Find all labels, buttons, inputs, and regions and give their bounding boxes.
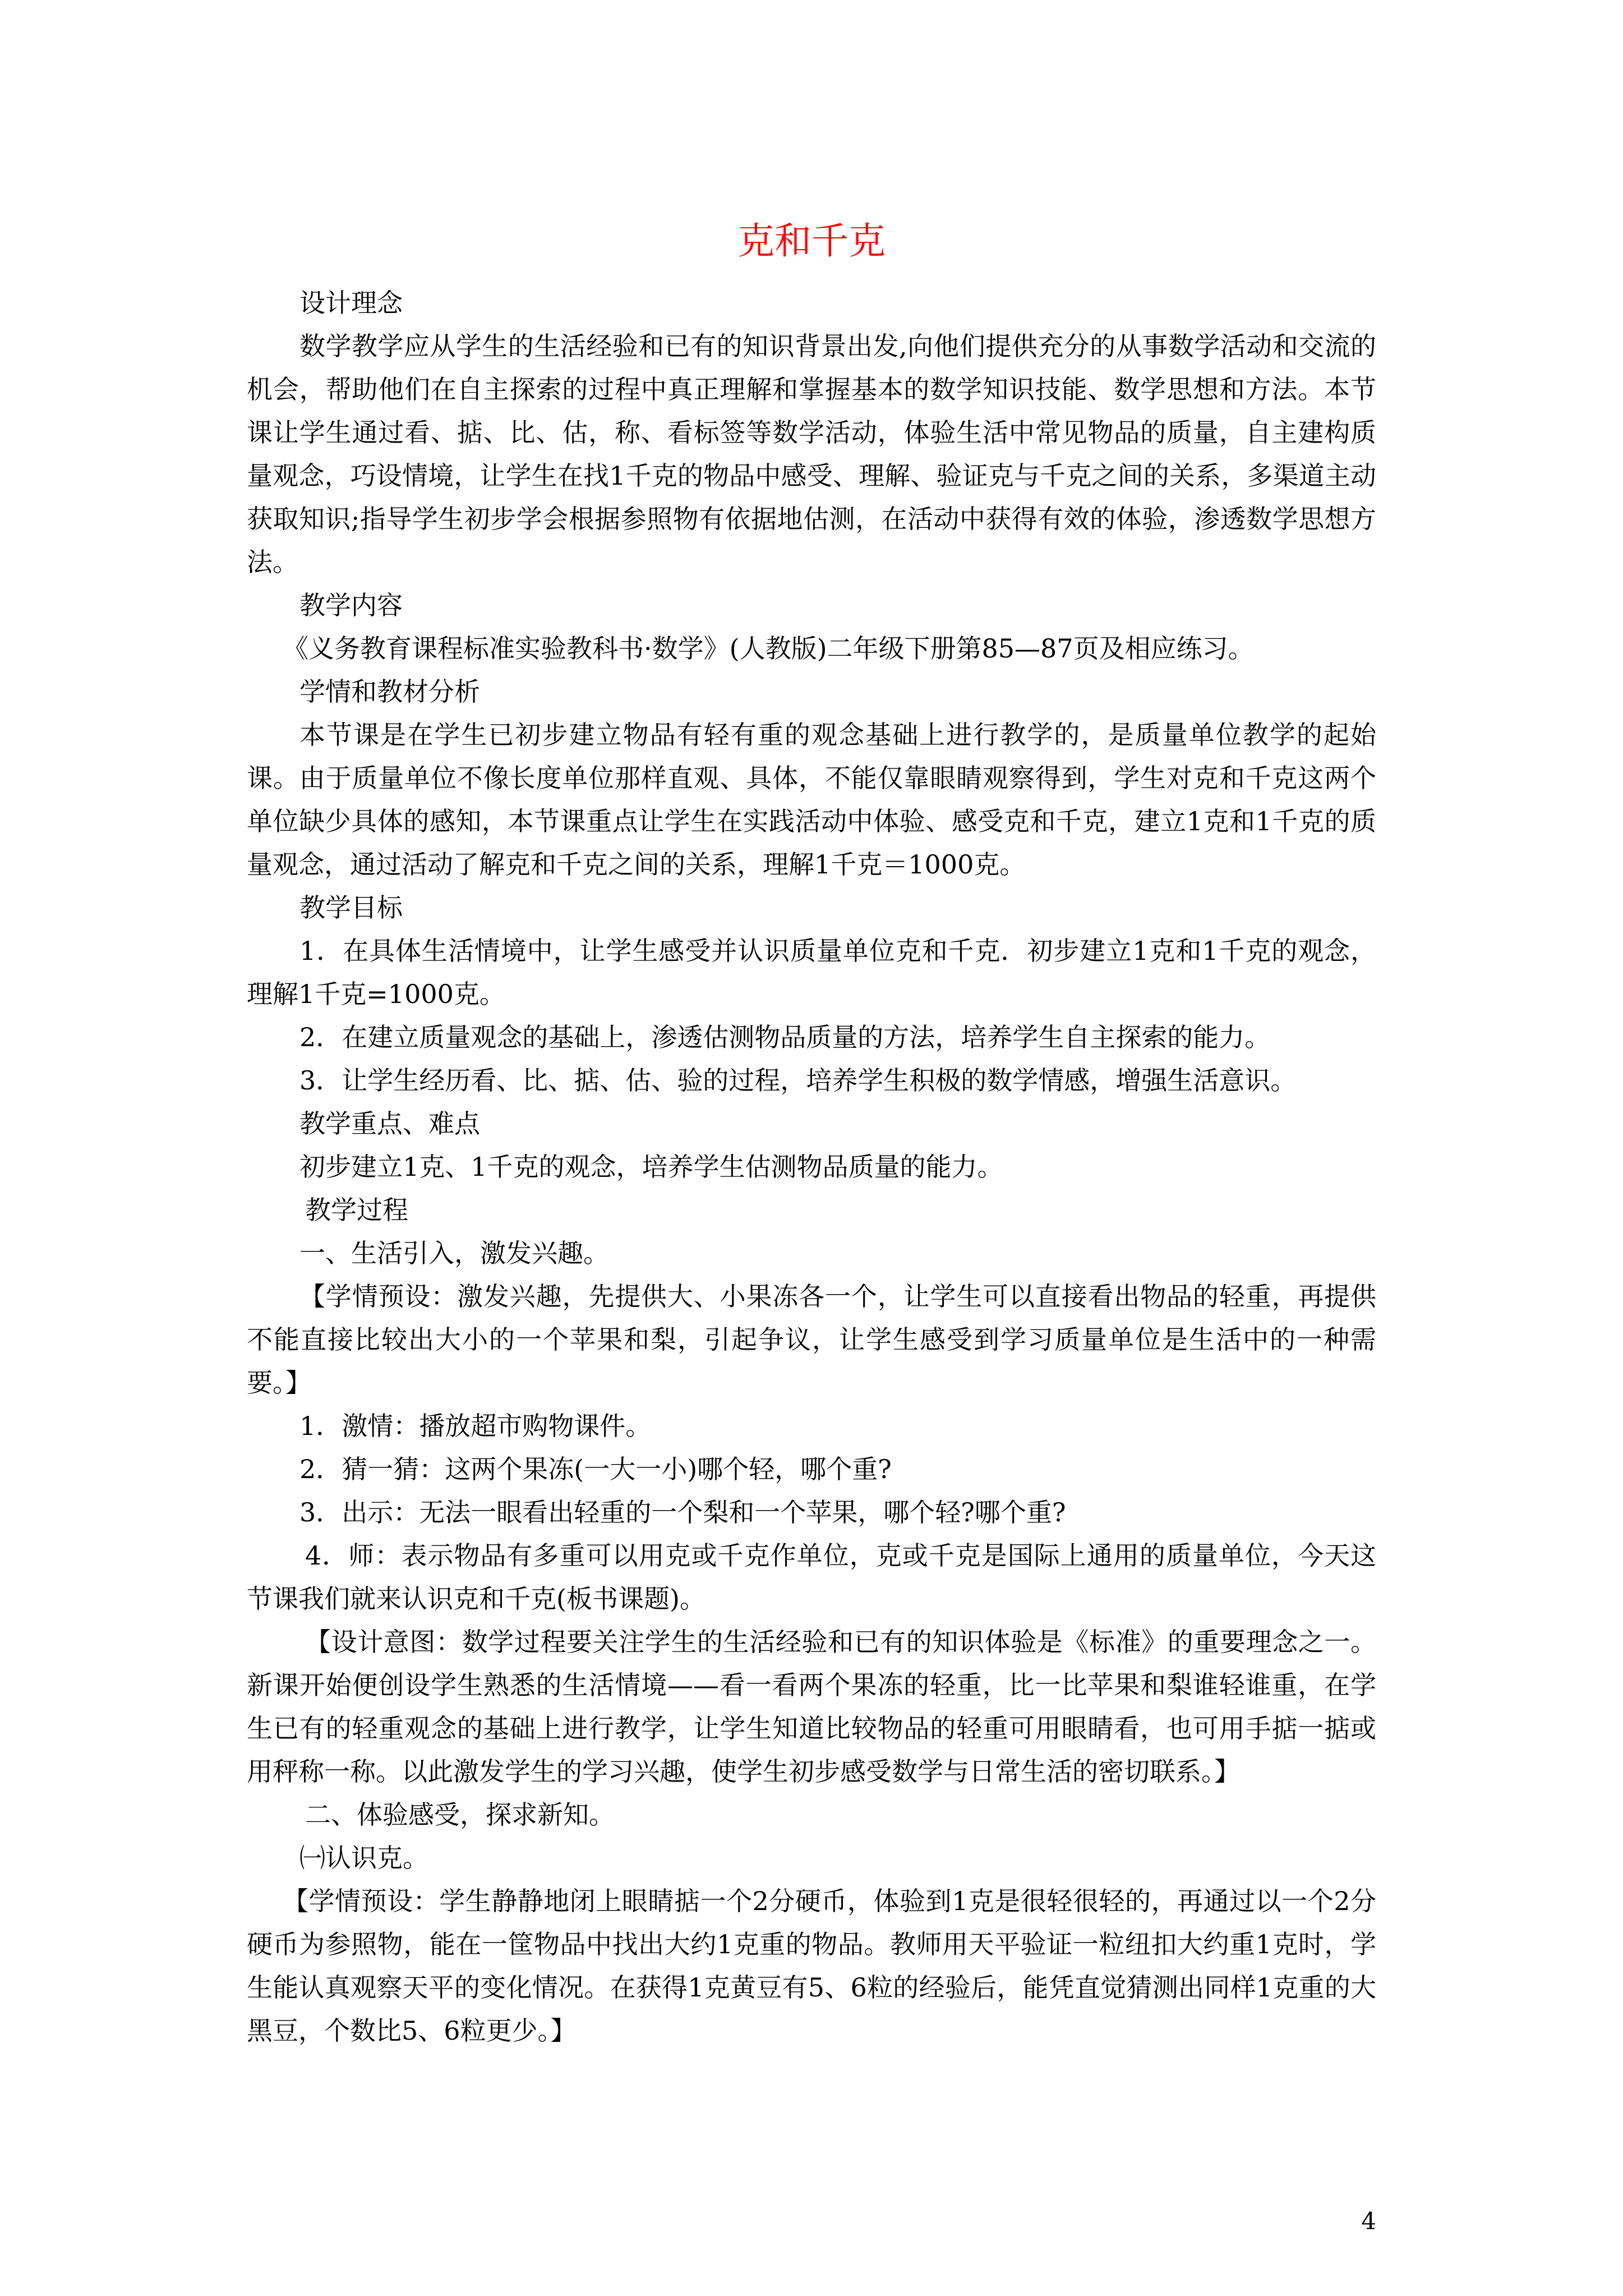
section-heading-process: 教学过程 [305,1195,408,1225]
section-heading-analysis: 学情和教材分析 [299,677,480,707]
paragraph-analysis: 本节课是在学生已初步建立物品有轻有重的观念基础上进行教学的，是质量单位教学的起始课。由于质量单位不像长度单位那样直观、具体，不能仅靠眼睛观察得到，学生对克和千克这两个单位缺少具体的感知，本节课重点让学生在实践活动中体验、感受克和千克，建立1克和1千克的质量观念，通过活动了解克和千克之间的关系，理解1千克＝1000克。 [247,720,1376,880]
document-body [247,282,1376,2053]
paragraph-objective-3: 3．让学生经历看、比、掂、估、验的过程，培养学生积极的数学情感，增强生活意识。 [299,1065,1297,1096]
paragraph-step-1-title: 一、生活引入，激发兴趣。 [299,1238,609,1268]
paragraph-key-points: 初步建立1克、1千克的观念，培养学生估测物品质量的能力。 [299,1152,1003,1182]
paragraph-content: 《义务教育课程标准实验教科书·数学》(人教版)二年级下册第85—87页及相应练习。 [283,633,1254,664]
section-heading-content: 教学内容 [299,590,403,620]
section-heading-design-concept: 设计理念 [299,288,403,318]
paragraph-objective-1: 1．在具体生活情境中，让学生感受并认识质量单位克和千克．初步建立1克和1千克的观念，理解1千克=1000克。 [247,936,1376,1009]
paragraph-step-1-item-1: 1．激情：播放超市购物课件。 [299,1411,652,1441]
page-title: 克和千克 [737,219,886,263]
section-heading-key-points: 教学重点、难点 [299,1108,480,1139]
paragraph-step-2-title: 二、体验感受，探求新知。 [305,1800,615,1830]
paragraph-objective-2: 2．在建立质量观念的基础上，渗透估测物品质量的方法，培养学生自主探索的能力。 [299,1022,1271,1052]
paragraph-step-1-item-4: 4．师：表示物品有多重可以用克或千克作单位，克或千克是国际上通用的质量单位，今天这节课我们就来认识克和千克(板书课题)。 [247,1540,1376,1614]
paragraph-step-1-preset: 【学情预设：激发兴趣，先提供大、小果冻各一个，让学生可以直接看出物品的轻重，再提供不能直接比较出大小的一个苹果和梨，引起争议，让学生感受到学习质量单位是生活中的一种需要。】 [247,1281,1376,1398]
paragraph-design-concept: 数学教学应从学生的生活经验和已有的知识背景出发,向他们提供充分的从事数学活动和交流的机会，帮助他们在自主探索的过程中真正理解和掌握基本的数学知识技能、数学思想和方法。本节课让学生通过看、掂、比、估，称、看标签等数学活动，体验生活中常见物品的质量，自主建构质量观念，巧设情境，让学生在找1千克的物品中感受、理解、验证克与千克之间的关系，多渠道主动获取知识;指导学生初步学会根据参照物有依据地估测，在活动中获得有效的体验，渗透数学思想方法。 [247,331,1376,577]
paragraph-step-1-intent: 【设计意图：数学过程要关注学生的生活经验和已有的知识体验是《标准》的重要理念之一。新课开始便创设学生熟悉的生活情境——看一看两个果冻的轻重，比一比苹果和梨谁轻谁重，在学生已有的轻重观念的基础上进行教学，让学生知道比较物品的轻重可用眼睛看，也可用手掂一掂或用秤称一称。以此激发学生的学习兴趣，使学生初步感受数学与日常生活的密切联系。】 [247,1627,1376,1787]
page-number: 4 [1361,2207,1376,2235]
paragraph-step-2-preset: 【学情预设：学生静静地闭上眼睛掂一个2分硬币，体验到1克是很轻很轻的，再通过以一个2分硬币为参照物，能在一筐物品中找出大约1克重的物品。教师用天平验证一粒纽扣大约重1克时，学生能认真观察天平的变化情况。在获得1克黄豆有5、6粒的经验后，能凭直觉猜测出同样1克重的大黑豆，个数比5、6粒更少。】 [247,1886,1376,2046]
paragraph-step-1-item-2: 2．猜一猜：这两个果冻(一大一小)哪个轻，哪个重? [299,1454,892,1484]
paragraph-step-2-sub-1: ㈠认识克。 [299,1843,428,1873]
paragraph-step-1-item-3: 3．出示：无法一眼看出轻重的一个梨和一个苹果，哪个轻?哪个重? [299,1497,1066,1527]
section-heading-objectives: 教学目标 [299,892,403,923]
